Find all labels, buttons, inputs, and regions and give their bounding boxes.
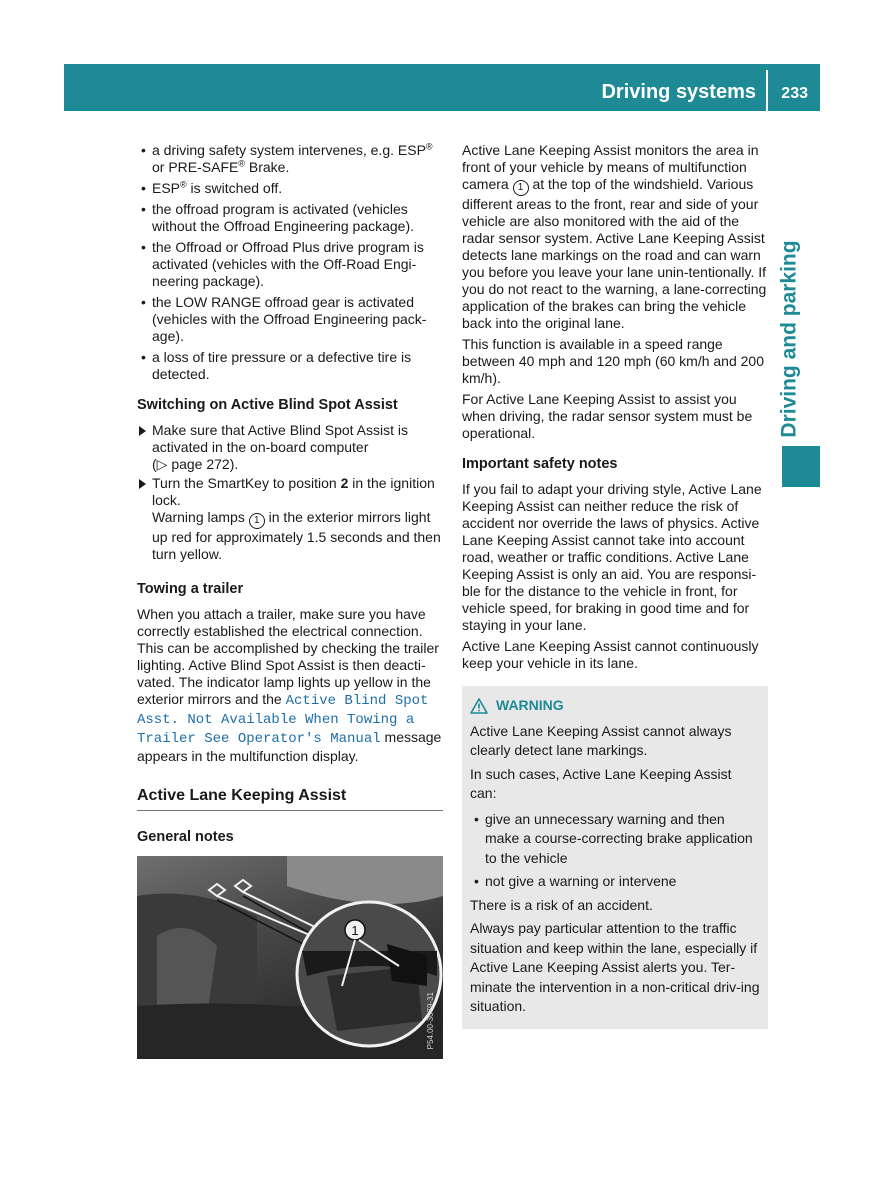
windshield-camera-photo: [137, 856, 443, 1059]
header-bar: [64, 64, 820, 111]
photo-callout-number: 1: [351, 923, 359, 938]
page-reference-link[interactable]: (▷ page 272).: [152, 456, 239, 472]
warning-title-text: WARNING: [496, 697, 564, 713]
towing-heading: Towing a trailer: [137, 581, 244, 597]
warning-triangle-icon: [470, 698, 488, 714]
warning-list: [470, 810, 760, 892]
photo-illustration: [137, 856, 443, 1059]
warning-title: [470, 696, 760, 716]
warning-box: [462, 686, 768, 1029]
header-divider: [766, 70, 768, 111]
safety-heading: Important safety notes: [462, 456, 618, 472]
general-notes-heading: General notes: [137, 829, 234, 845]
left-column: [137, 142, 443, 1059]
switching-heading: Switching on Active Blind Spot Assist: [137, 397, 398, 413]
display-message: Active Blind Spot Asst. Not Available When Towing a Trailer See Operator's Manual: [137, 693, 429, 747]
page-section-title: Driving systems: [601, 81, 756, 103]
list-item: • the offroad program is activated (vehicles without the Offroad Engineering package).: [137, 201, 443, 235]
condition-list: [137, 142, 443, 383]
page-number: 233: [781, 85, 808, 102]
list-item: • a loss of tire pressure or a defective tire is detected.: [137, 349, 443, 383]
safety-paragraph: If you fail to adapt your driving style, Active Lane Keeping Assist can neither reduce the risk of accident nor override the laws of physics. Active Lane Keeping Assist cannot take into account road, weather or traffic conditions. Active Lane Keeping Assist is only an aid. You are responsi-ble for the distance to the vehicle in front, for vehicle speed, for braking in good time and for staying in your lane.: [462, 481, 762, 633]
list-item: • ESP® is switched off.: [137, 180, 443, 197]
warning-paragraph: Always pay particular attention to the traffic situation and keep within the lane, especially if Active Lane Keeping Assist alerts you. Ter-minate the intervention in a non-critical driv-ing situation.: [470, 920, 760, 1014]
step-list: [137, 422, 443, 563]
list-item: • the Offroad or Offroad Plus drive program is activated (vehicles with the Off-Road Engi-neering package).: [137, 239, 443, 290]
callout-number-icon: 1: [513, 180, 529, 196]
towing-paragraph: When you attach a trailer, make sure you have correctly established the electrical connection. This can be accomplished by checking the trailer lighting. Active Blind Spot Assist is then deacti-vated. The indicator lamp lights up yellow in the exterior mirrors and the Active Blind Spot Asst. Not Available When Towing a Trailer See Operator's Manual message appears in the multifunction display.: [137, 606, 442, 764]
warning-paragraph: In such cases, Active Lane Keeping Assist can:: [470, 765, 732, 801]
intro-paragraph: Active Lane Keeping Assist monitors the area in front of your vehicle by means of multifunction camera 1 at the top of the windshield. Various different areas to the front, rear and side of your vehicle are also monitored with the aid of the radar sensor system. Active Lane Keeping Assist detects lane markings on the road and can warn you before you leave your lane unin-tentionally. If you do not react to the warning, a lane-correcting application of the brakes can bring the vehicle back into the original lane.: [462, 142, 767, 331]
photo-code: P54.00-3079-31: [426, 991, 435, 1049]
section-heading: Active Lane Keeping Assist: [137, 787, 443, 811]
side-tab: [760, 236, 820, 441]
list-item: • the LOW RANGE offroad gear is activated (vehicles with the Offroad Engineering pack-age).: [137, 294, 443, 345]
radar-paragraph: For Active Lane Keeping Assist to assist you when driving, the radar sensor system must be operational.: [462, 391, 753, 441]
callout-number-icon: 1: [249, 513, 265, 529]
side-tab-label: Driving and parking: [778, 239, 802, 438]
list-item: • not give a warning or intervene: [470, 872, 760, 892]
step-item: Turn the SmartKey to position 2 in the ignition lock. Warning lamps 1 in the exterior mirrors light up red for approximately 1.5 seconds and then turn yellow.: [137, 475, 443, 563]
step-item: Make sure that Active Blind Spot Assist is activated in the on-board computer (▷ page 272).: [137, 422, 443, 473]
warning-paragraph: Active Lane Keeping Assist cannot always clearly detect lane markings.: [470, 722, 732, 758]
speed-paragraph: This function is available in a speed range between 40 mph and 120 mph (60 km/h and 200 km/h).: [462, 336, 764, 386]
list-item: • a driving safety system intervenes, e.g. ESP® or PRE-SAFE® Brake.: [137, 142, 443, 176]
side-tab-marker: [782, 446, 820, 487]
list-item: • give an unnecessary warning and then make a course-correcting brake application to the vehicle: [470, 810, 760, 869]
continuous-paragraph: Active Lane Keeping Assist cannot continuously keep your vehicle in its lane.: [462, 638, 759, 671]
right-column: [462, 142, 768, 1029]
warning-paragraph: There is a risk of an accident.: [470, 896, 653, 913]
